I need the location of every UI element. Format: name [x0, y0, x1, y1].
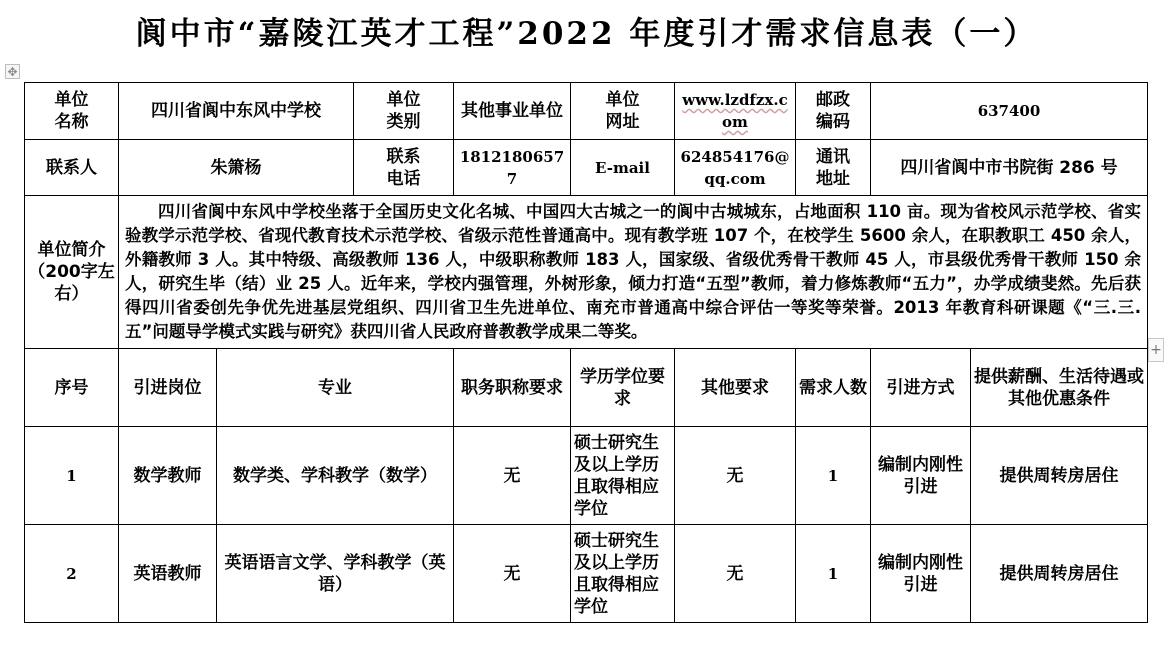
- unit-name-value: 四川省阆中东风中学校: [119, 83, 354, 140]
- phone-value: 18121806577: [454, 140, 571, 196]
- header-no: 序号: [25, 349, 119, 427]
- intro-text: 四川省阆中东风中学校坐落于全国历史文化名城、中国四大古城之一的阆中古城城东，占地面积 110 亩。现为省校风示范学校、省实验教学示范学校、省现代教育技术示范学校、省级示范性普通高中。现有教学班 107 个，在校学生 5600 余人，在职教职工 450 余人，外籍教师 3 人。其中特级、高级教师 136 人，中级职称教师 183 人，国家级、省级优秀骨干教师 45 人，市县级优秀骨干教师 150 余人，研究生毕（结）业 25 人。近年来，学校内强管理，外树形象，倾力打造“五型”教师，着力修炼教师“五力”，办学成绩斐然。先后获得四川省委创先争优先进基层党组织、四川省卫生先进单位、南充市普通高中综合评估一等奖等荣誉。2013 年教育科研课题《“三.三.五”问题导学模式实践与研究》获四川省人民政府普教教学成果二等奖。: [119, 196, 1148, 349]
- row-post: 数学教师: [119, 427, 217, 525]
- row-count: 1: [796, 427, 871, 525]
- address-value: 四川省阆中市书院街 286 号: [871, 140, 1148, 196]
- header-method: 引进方式: [871, 349, 971, 427]
- row-post: 英语教师: [119, 525, 217, 623]
- header-row: [25, 349, 1148, 427]
- page-title: 阆中市“嘉陵江英才工程”2022 年度引才需求信息表（一）: [135, 16, 1038, 52]
- unit-name-label: 单位 名称: [25, 83, 119, 140]
- phone-label: 联系 电话: [354, 140, 454, 196]
- row-title-req: 无: [454, 525, 571, 623]
- header-edu-req: 学历学位要求: [571, 349, 675, 427]
- row-major: 英语语言文学、学科教学（英语）: [217, 525, 454, 623]
- info-row-1: [25, 83, 1148, 140]
- website-link[interactable]: www.lzdfzx.com: [682, 91, 788, 131]
- recruitment-table: [24, 82, 1148, 623]
- row-no: 1: [25, 427, 119, 525]
- website-label: 单位 网址: [571, 83, 675, 140]
- address-label: 通讯 地址: [796, 140, 871, 196]
- row-other: 无: [675, 427, 796, 525]
- website-value[interactable]: [675, 83, 796, 140]
- table-row: [25, 427, 1148, 525]
- intro-row: [25, 196, 1148, 349]
- header-title-req: 职务职称要求: [454, 349, 571, 427]
- postcode-value: 637400: [871, 83, 1148, 140]
- header-post: 引进岗位: [119, 349, 217, 427]
- email-value: 624854176@qq.com: [675, 140, 796, 196]
- row-major: 数学类、学科教学（数学）: [217, 427, 454, 525]
- email-label: E-mail: [571, 140, 675, 196]
- header-count: 需求人数: [796, 349, 871, 427]
- row-benefit: 提供周转房居住: [971, 427, 1148, 525]
- header-major: 专业: [217, 349, 454, 427]
- row-method: 编制内刚性引进: [871, 525, 971, 623]
- row-title-req: 无: [454, 427, 571, 525]
- row-other: 无: [675, 525, 796, 623]
- row-method: 编制内刚性引进: [871, 427, 971, 525]
- row-edu-req: 硕士研究生及以上学历且取得相应学位: [571, 427, 675, 525]
- unit-type-value: 其他事业单位: [454, 83, 571, 140]
- row-edu-req: 硕士研究生及以上学历且取得相应学位: [571, 525, 675, 623]
- header-other: 其他要求: [675, 349, 796, 427]
- contact-label: 联系人: [25, 140, 119, 196]
- row-benefit: 提供周转房居住: [971, 525, 1148, 623]
- contact-value: 朱箫杨: [119, 140, 354, 196]
- table-row: [25, 525, 1148, 623]
- unit-type-label: 单位 类别: [354, 83, 454, 140]
- plus-icon[interactable]: +: [1148, 338, 1164, 362]
- postcode-label: 邮政 编码: [796, 83, 871, 140]
- header-benefit: 提供薪酬、生活待遇或其他优惠条件: [971, 349, 1148, 427]
- row-count: 1: [796, 525, 871, 623]
- row-no: 2: [25, 525, 119, 623]
- info-row-2: [25, 140, 1148, 196]
- intro-label: 单位简介（200字左右）: [25, 196, 119, 349]
- move-handle-icon[interactable]: ✥: [5, 64, 20, 79]
